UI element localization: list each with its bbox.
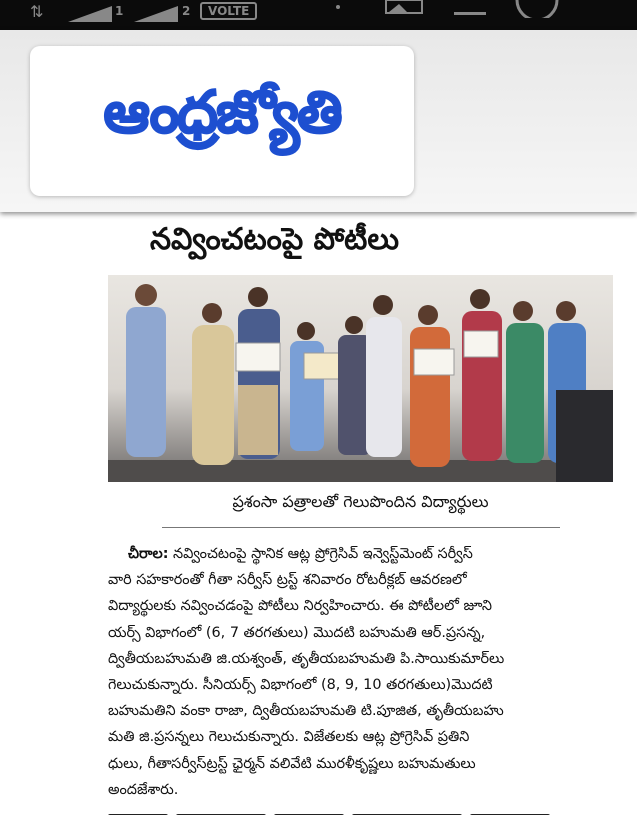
article-line: అందజేశారు.	[108, 781, 179, 798]
sim2-label: 2	[182, 4, 191, 18]
logo-text: ఆంధ్రజ్యోతి	[103, 78, 341, 146]
article-line: వారి సహకారంతో గీతా సర్వీస్ ట్రస్ట్ శనివారం రోటరీక్లబ్ ఆవరణలో	[108, 572, 467, 589]
students-group-photo	[108, 275, 613, 482]
article-line: బహుమతిని వంకా రాజా, ద్వితీయబహుమతి టి.పూజిత, తృతీయబహు	[108, 703, 504, 720]
article-line	[108, 541, 614, 567]
download-icon	[452, 0, 488, 16]
article-line-text: నవ్వించటంపై స్థానిక ఆట్ల ప్రోగ్రెసివ్ ఇన్వెస్ట్‌మెంట్ సర్వీస్	[168, 546, 473, 562]
article-line: ధులు, గీతాసర్వీస్‌ట్రస్ట్ ఛైర్మన్ వలివేటి మురళీకృష్ణలు బహుమతులు	[108, 755, 476, 772]
status-bar	[0, 0, 637, 30]
article-line: యర్స్ విభాగంలో (6, 7 తరగతులు) మొదటి బహుమతి ఆర్.ప్రసన్న,	[108, 624, 486, 641]
newspaper-logo[interactable]	[30, 46, 414, 196]
dot-icon	[336, 5, 340, 9]
article-line: విద్యార్థులకు నవ్వించడంపై పోటీలు నిర్వహించారు. ఈ పోటీలలో జూని	[108, 598, 493, 615]
article-headline: నవ్వించటంపై పోటీలు	[150, 222, 399, 257]
next-headline-cropped	[108, 806, 614, 815]
data-arrows-icon: ⇅	[30, 2, 44, 21]
image-icon	[385, 0, 423, 14]
signal-icon	[68, 6, 112, 22]
article-photo	[108, 275, 613, 482]
signal-icon	[134, 6, 178, 22]
photo-caption: ప్రశంసా పత్రాలతో గెలుపొందిన విద్యార్థులు	[232, 492, 489, 511]
sim1-label: 1	[115, 4, 124, 18]
article-line: గెలుచుకున్నారు. సీనియర్స్ విభాగంలో (8, 9, 10 తరగతులు)మొదటి	[108, 677, 493, 694]
article-line: మతి జి.ప్రసన్నలు గెలుచుకున్నారు. విజేతలకు ఆట్ల ప్రోగ్రెసివ్ ప్రతిని	[108, 729, 470, 746]
volte-badge: VOLTE	[200, 2, 257, 20]
sync-icon	[514, 0, 560, 18]
article-dateline: చీరాల:	[128, 546, 169, 562]
caption-divider	[162, 527, 560, 528]
article-body	[108, 541, 614, 803]
article-line: ద్వితీయబహుమతి జి.యశ్వంత్, తృతీయబహుమతి పి.సాయికుమార్‌లు	[108, 650, 505, 667]
